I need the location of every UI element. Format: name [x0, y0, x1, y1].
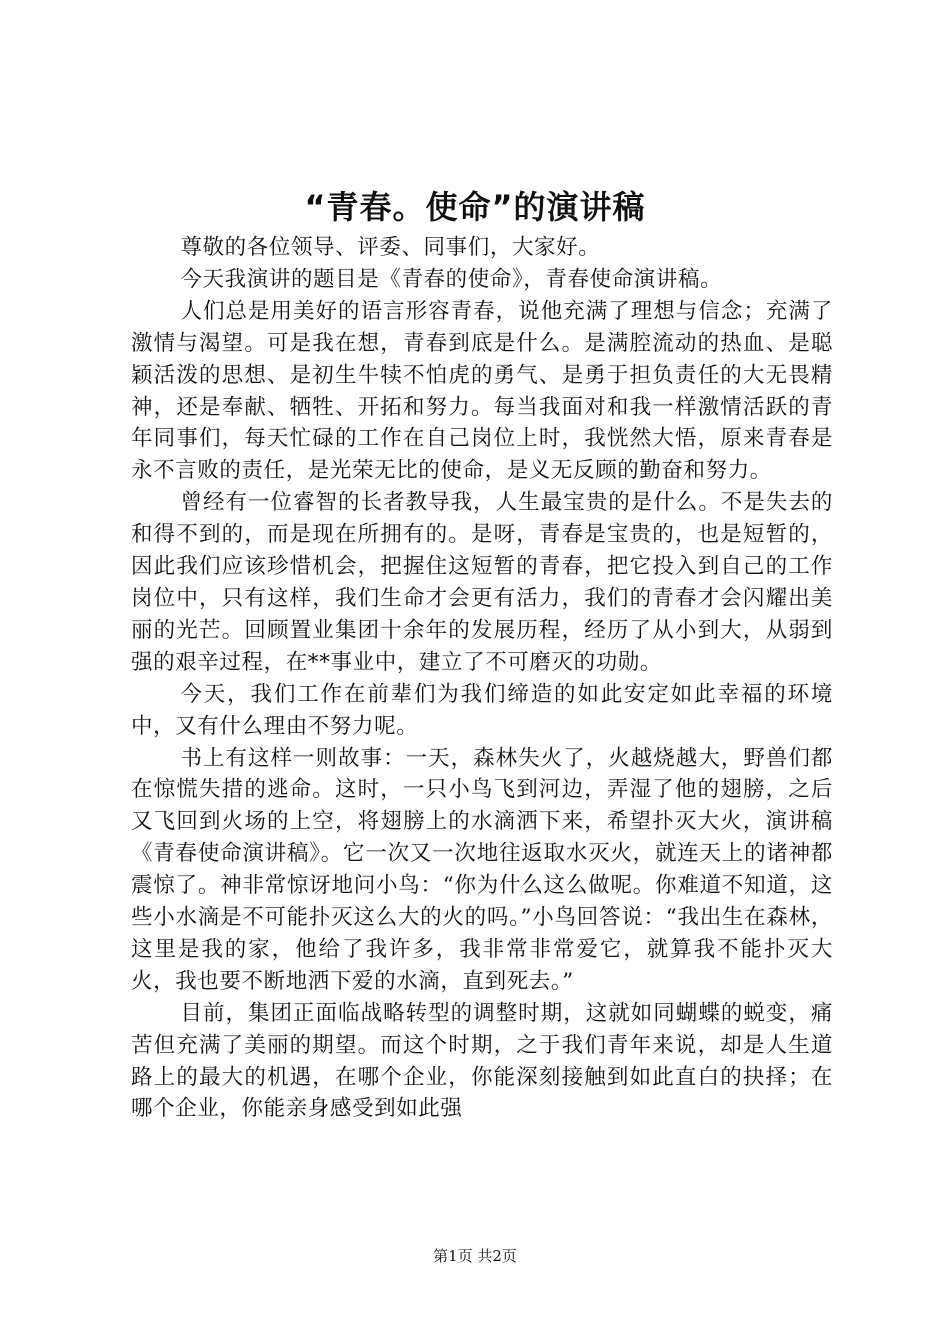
paragraph-today: 今天，我们工作在前辈们为我们缔造的如此安定如此幸福的环境中，又有什么理由不努力呢。 — [131, 681, 833, 739]
paragraph-transformation: 目前，集团正面临战略转型的调整时期，这就如同蝴蝶的蜕变，痛苦但充满了美丽的期望。而这个时期，之于我们青年来说，却是人生道路上的最大的机遇，在哪个企业，你能深刻接触到如此直白的抉择；在哪个企业，你能亲身感受到如此强 — [131, 1000, 833, 1122]
paragraph-greeting: 尊敬的各位领导、评委、同事们，大家好。 — [180, 235, 601, 260]
paragraph-what-is-youth: 人们总是用美好的语言形容青春，说他充满了理想与信念；充满了激情与渴望。可是我在想，青春到底是什么。是满腔流动的热血、是聪颖活泼的思想、是初生牛犊不怕虎的勇气、是勇于担负责任的大无畏精神，还是奉献、牺牲、开拓和努力。每当我面对和我一样激情活跃的青年同事们，每天忙碌的工作在自己岗位上时，我恍然大悟，原来青春是永不言败的责任，是光荣无比的使命，是义无反顾的勤奋和努力。 — [131, 298, 833, 484]
document-body — [131, 232, 833, 1125]
paragraph-bird-story: 书上有这样一则故事：一天，森林失火了，火越烧越大，野兽们都在惊慌失措的逃命。这时，一只小鸟飞到河边，弄湿了他的翅膀，之后又飞回到火场的上空，将翅膀上的水滴洒下来，希望扑灭大火，演讲稿《青春使命演讲稿》。它一次又一次地往返取水灭火，就连天上的诸神都震惊了。神非常惊讶地问小鸟：“你为什么这么做呢。你难道不知道，这些小水滴是不可能扑灭这么大的火的吗。”小鸟回答说：“我出生在森林，这里是我的家，他给了我许多，我非常非常爱它，就算我不能扑灭大火，我也要不断地洒下爱的水滴，直到死去。” — [131, 745, 833, 994]
paragraph-topic: 今天我演讲的题目是《青春的使命》，青春使命演讲稿。 — [180, 266, 723, 292]
paragraph-wise-elder: 曾经有一位睿智的长者教导我，人生最宝贵的是什么。不是失去的和得不到的，而是现在所拥有的。是呀，青春是宝贵的，也是短暂的，因此我们应该珍惜机会，把握住这短暂的青春，把它投入到自己的工作岗位中，只有这样，我们生命才会更有活力，我们的青春才会闪耀出美丽的光芒。回顾置业集团十余年的发展历程，经历了从小到大，从弱到强的艰辛过程，在**事业中，建立了不可磨灭的功勋。 — [131, 490, 833, 675]
document-title: “青春。使命”的演讲稿 — [304, 188, 646, 226]
page-number-footer: 第1页 共2页 — [433, 1247, 517, 1265]
